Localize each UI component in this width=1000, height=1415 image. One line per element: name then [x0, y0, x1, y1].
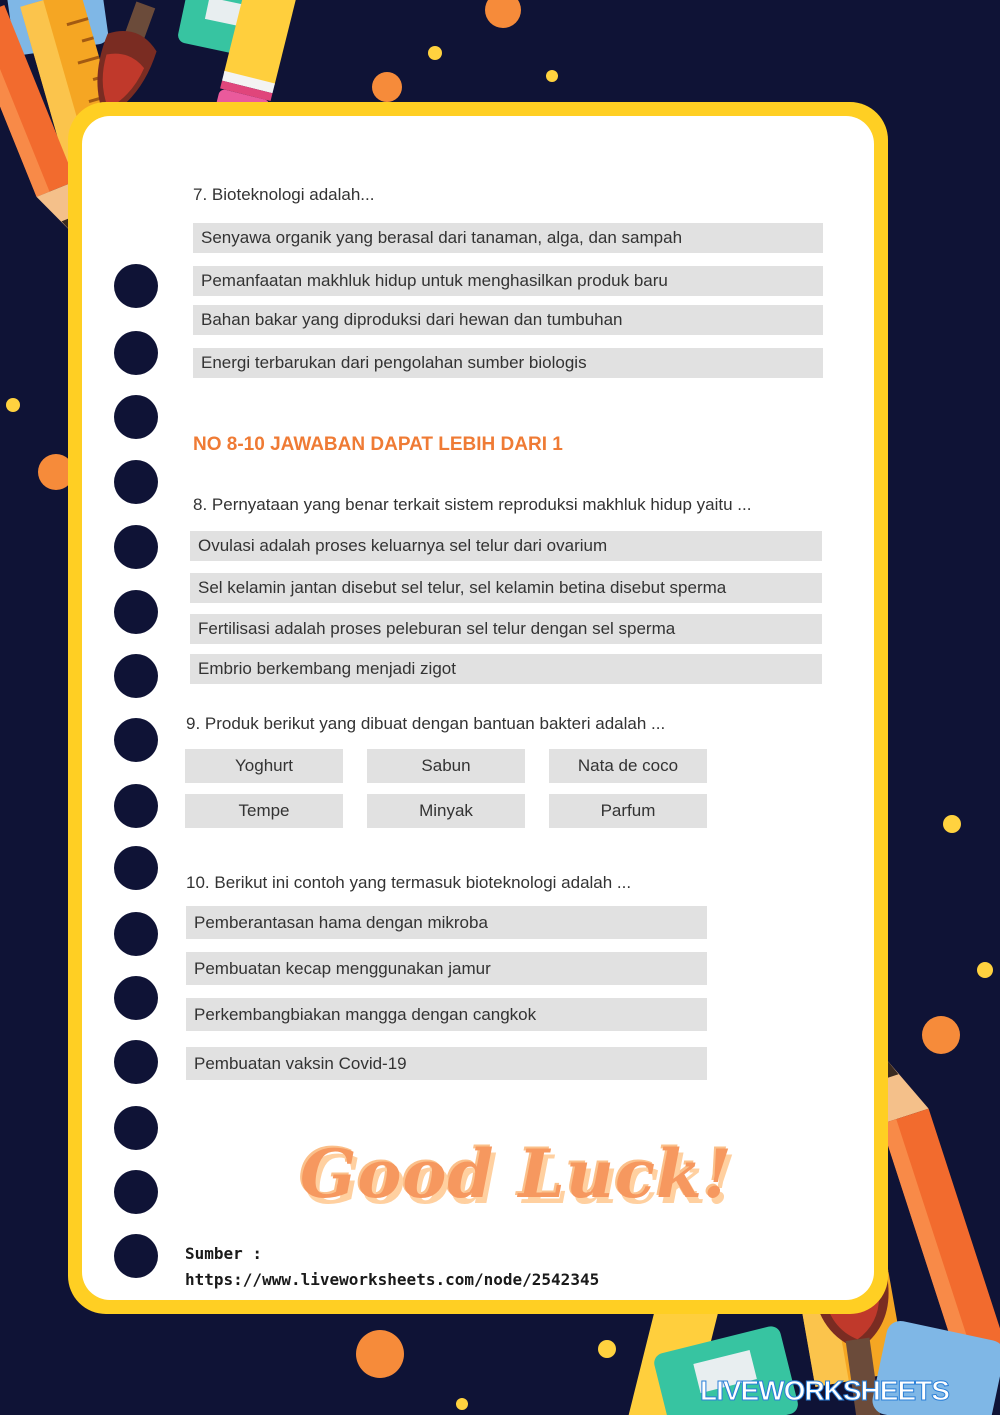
notebook-hole	[114, 590, 158, 634]
decor-dot	[546, 70, 558, 82]
q8-option-1[interactable]: Ovulasi adalah proses keluarnya sel telur dari ovarium	[190, 531, 822, 561]
notebook-hole	[114, 460, 158, 504]
notebook-hole	[114, 784, 158, 828]
q9-option-tempe[interactable]: Tempe	[185, 794, 343, 828]
q9-option-minyak[interactable]: Minyak	[367, 794, 525, 828]
notebook-hole	[114, 1106, 158, 1150]
liveworksheets-logo: LIVEWORKSHEETS	[700, 1375, 949, 1406]
decor-dot	[356, 1330, 404, 1378]
notebook-hole	[114, 976, 158, 1020]
decor-dot	[485, 0, 521, 28]
decor-dot	[977, 962, 993, 978]
notebook-hole	[114, 912, 158, 956]
decor-dot	[943, 815, 961, 833]
notebook-hole	[114, 654, 158, 698]
q9-option-parfum[interactable]: Parfum	[549, 794, 707, 828]
q10-option-1[interactable]: Pemberantasan hama dengan mikroba	[186, 906, 707, 939]
q7-option-1[interactable]: Senyawa organik yang berasal dari tanaman, alga, dan sampah	[193, 223, 823, 253]
q10-option-3[interactable]: Perkembangbiakan mangga dengan cangkok	[186, 998, 707, 1031]
section-heading: NO 8-10 JAWABAN DAPAT LEBIH DARI 1	[193, 434, 563, 455]
q7-option-4[interactable]: Energi terbarukan dari pengolahan sumber biologis	[193, 348, 823, 378]
q7-option-2[interactable]: Pemanfaatan makhluk hidup untuk menghasilkan produk baru	[193, 266, 823, 296]
q8-option-3[interactable]: Fertilisasi adalah proses peleburan sel telur dengan sel sperma	[190, 614, 822, 644]
notebook-hole	[114, 718, 158, 762]
question-7-title: 7. Bioteknologi adalah...	[193, 185, 375, 204]
q9-option-nata-de-coco[interactable]: Nata de coco	[549, 749, 707, 783]
q10-option-4[interactable]: Pembuatan vaksin Covid-19	[186, 1047, 707, 1080]
notebook-hole	[114, 525, 158, 569]
decor-dot	[6, 398, 20, 412]
q8-option-4[interactable]: Embrio berkembang menjadi zigot	[190, 654, 822, 684]
decor-dot	[428, 46, 442, 60]
source-link[interactable]: https://www.liveworksheets.com/node/2542345	[185, 1270, 600, 1289]
notebook-hole	[114, 331, 158, 375]
q10-option-2[interactable]: Pembuatan kecap menggunakan jamur	[186, 952, 707, 985]
q9-option-sabun[interactable]: Sabun	[367, 749, 525, 783]
q8-option-2[interactable]: Sel kelamin jantan disebut sel telur, sel kelamin betina disebut sperma	[190, 573, 822, 603]
notebook-hole	[114, 846, 158, 890]
q9-option-yoghurt[interactable]: Yoghurt	[185, 749, 343, 783]
good-luck-text: Good Luck!	[300, 1135, 733, 1213]
notebook-hole	[114, 1234, 158, 1278]
decor-dot	[456, 1398, 468, 1410]
question-8-title: 8. Pernyataan yang benar terkait sistem reproduksi makhluk hidup yaitu ...	[193, 495, 752, 514]
notebook-hole	[114, 264, 158, 308]
q7-option-3[interactable]: Bahan bakar yang diproduksi dari hewan dan tumbuhan	[193, 305, 823, 335]
notebook-hole	[114, 395, 158, 439]
question-10-title: 10. Berikut ini contoh yang termasuk bioteknologi adalah ...	[186, 873, 632, 892]
question-9-title: 9. Produk berikut yang dibuat dengan bantuan bakteri adalah ...	[186, 714, 666, 733]
notebook-hole	[114, 1170, 158, 1214]
source-label: Sumber :	[185, 1244, 263, 1263]
notebook-hole	[114, 1040, 158, 1084]
decor-dot	[372, 72, 402, 102]
